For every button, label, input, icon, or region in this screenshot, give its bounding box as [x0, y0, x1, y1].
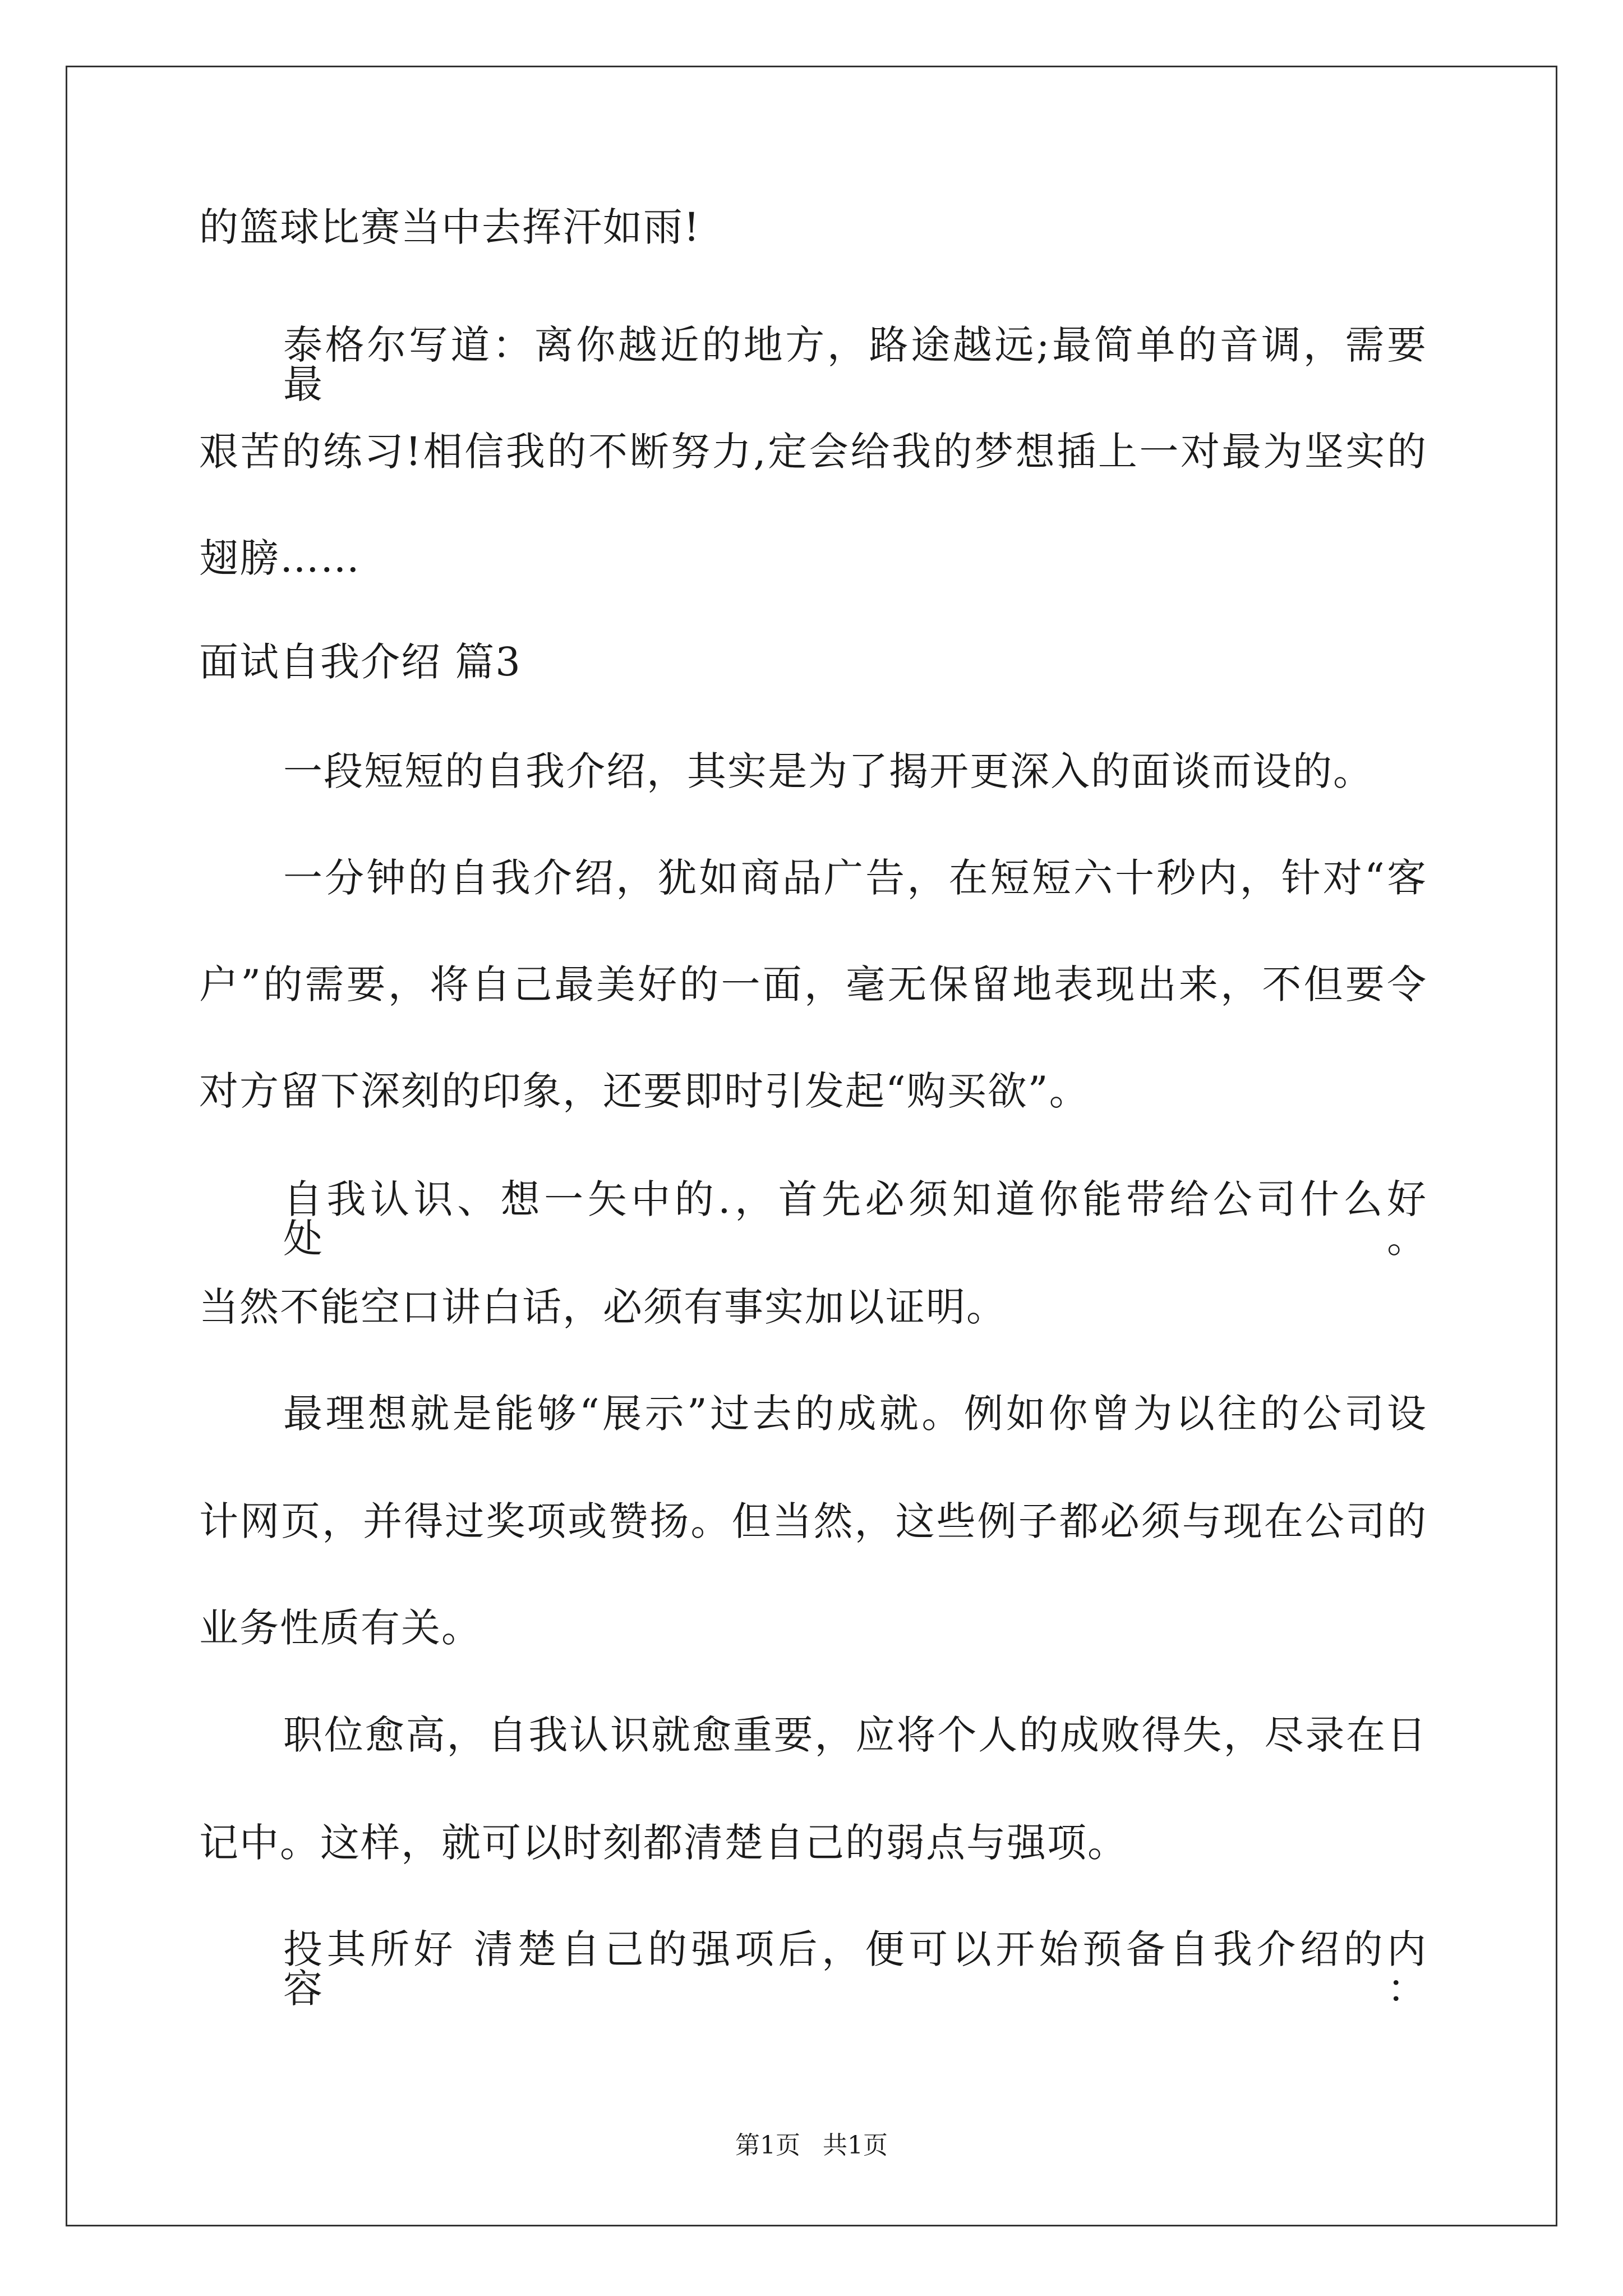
section-heading: 面试自我介绍 篇3 [199, 639, 522, 685]
text-line: 泰格尔写道：离你越近的地方，路途越远;最简单的音调，需要最 [283, 322, 1427, 407]
text-line: 自我认识、想一矢中的.，首先必须知道你能带给公司什么好处。 [283, 1176, 1427, 1262]
text-line: 对方留下深刻的印象，还要即时引发起“购买欲”。 [199, 1068, 1090, 1114]
text-line: 记中。这样，就可以时刻都清楚自己的弱点与强项。 [199, 1820, 1128, 1866]
text-line: 投其所好 清楚自己的强项后，便可以开始预备自我介绍的内容： [283, 1926, 1427, 2012]
text-line: 户”的需要，将自己最美好的一面，毫无保留地表现出来，不但要令 [199, 961, 1427, 1007]
text-line: 翅膀…… [199, 535, 361, 581]
text-line: 一段短短的自我介绍，其实是为了揭开更深入的面谈而设的。 [283, 748, 1373, 794]
page-total: 共1页 [823, 2131, 888, 2160]
text-line: 艰苦的练习!相信我的不断努力,定会给我的梦想插上一对最为坚实的 [199, 429, 1427, 475]
text-line: 职位愈高，自我认识就愈重要，应将个人的成败得失，尽录在日 [283, 1712, 1427, 1758]
text-line: 计网页，并得过奖项或赞扬。但当然，这些例子都必须与现在公司的 [199, 1498, 1427, 1544]
text-line: 的篮球比赛当中去挥汗如雨! [199, 204, 701, 250]
page-footer [0, 2132, 1623, 2160]
text-line: 业务性质有关。 [199, 1605, 482, 1651]
text-line: 当然不能空口讲白话，必须有事实加以证明。 [199, 1284, 1007, 1330]
text-line: 最理想就是能够“展示”过去的成就。例如你曾为以往的公司设 [283, 1391, 1427, 1437]
page-number: 第1页 [735, 2131, 800, 2160]
text-line: 一分钟的自我介绍，犹如商品广告，在短短六十秒内，针对“客 [283, 855, 1427, 901]
